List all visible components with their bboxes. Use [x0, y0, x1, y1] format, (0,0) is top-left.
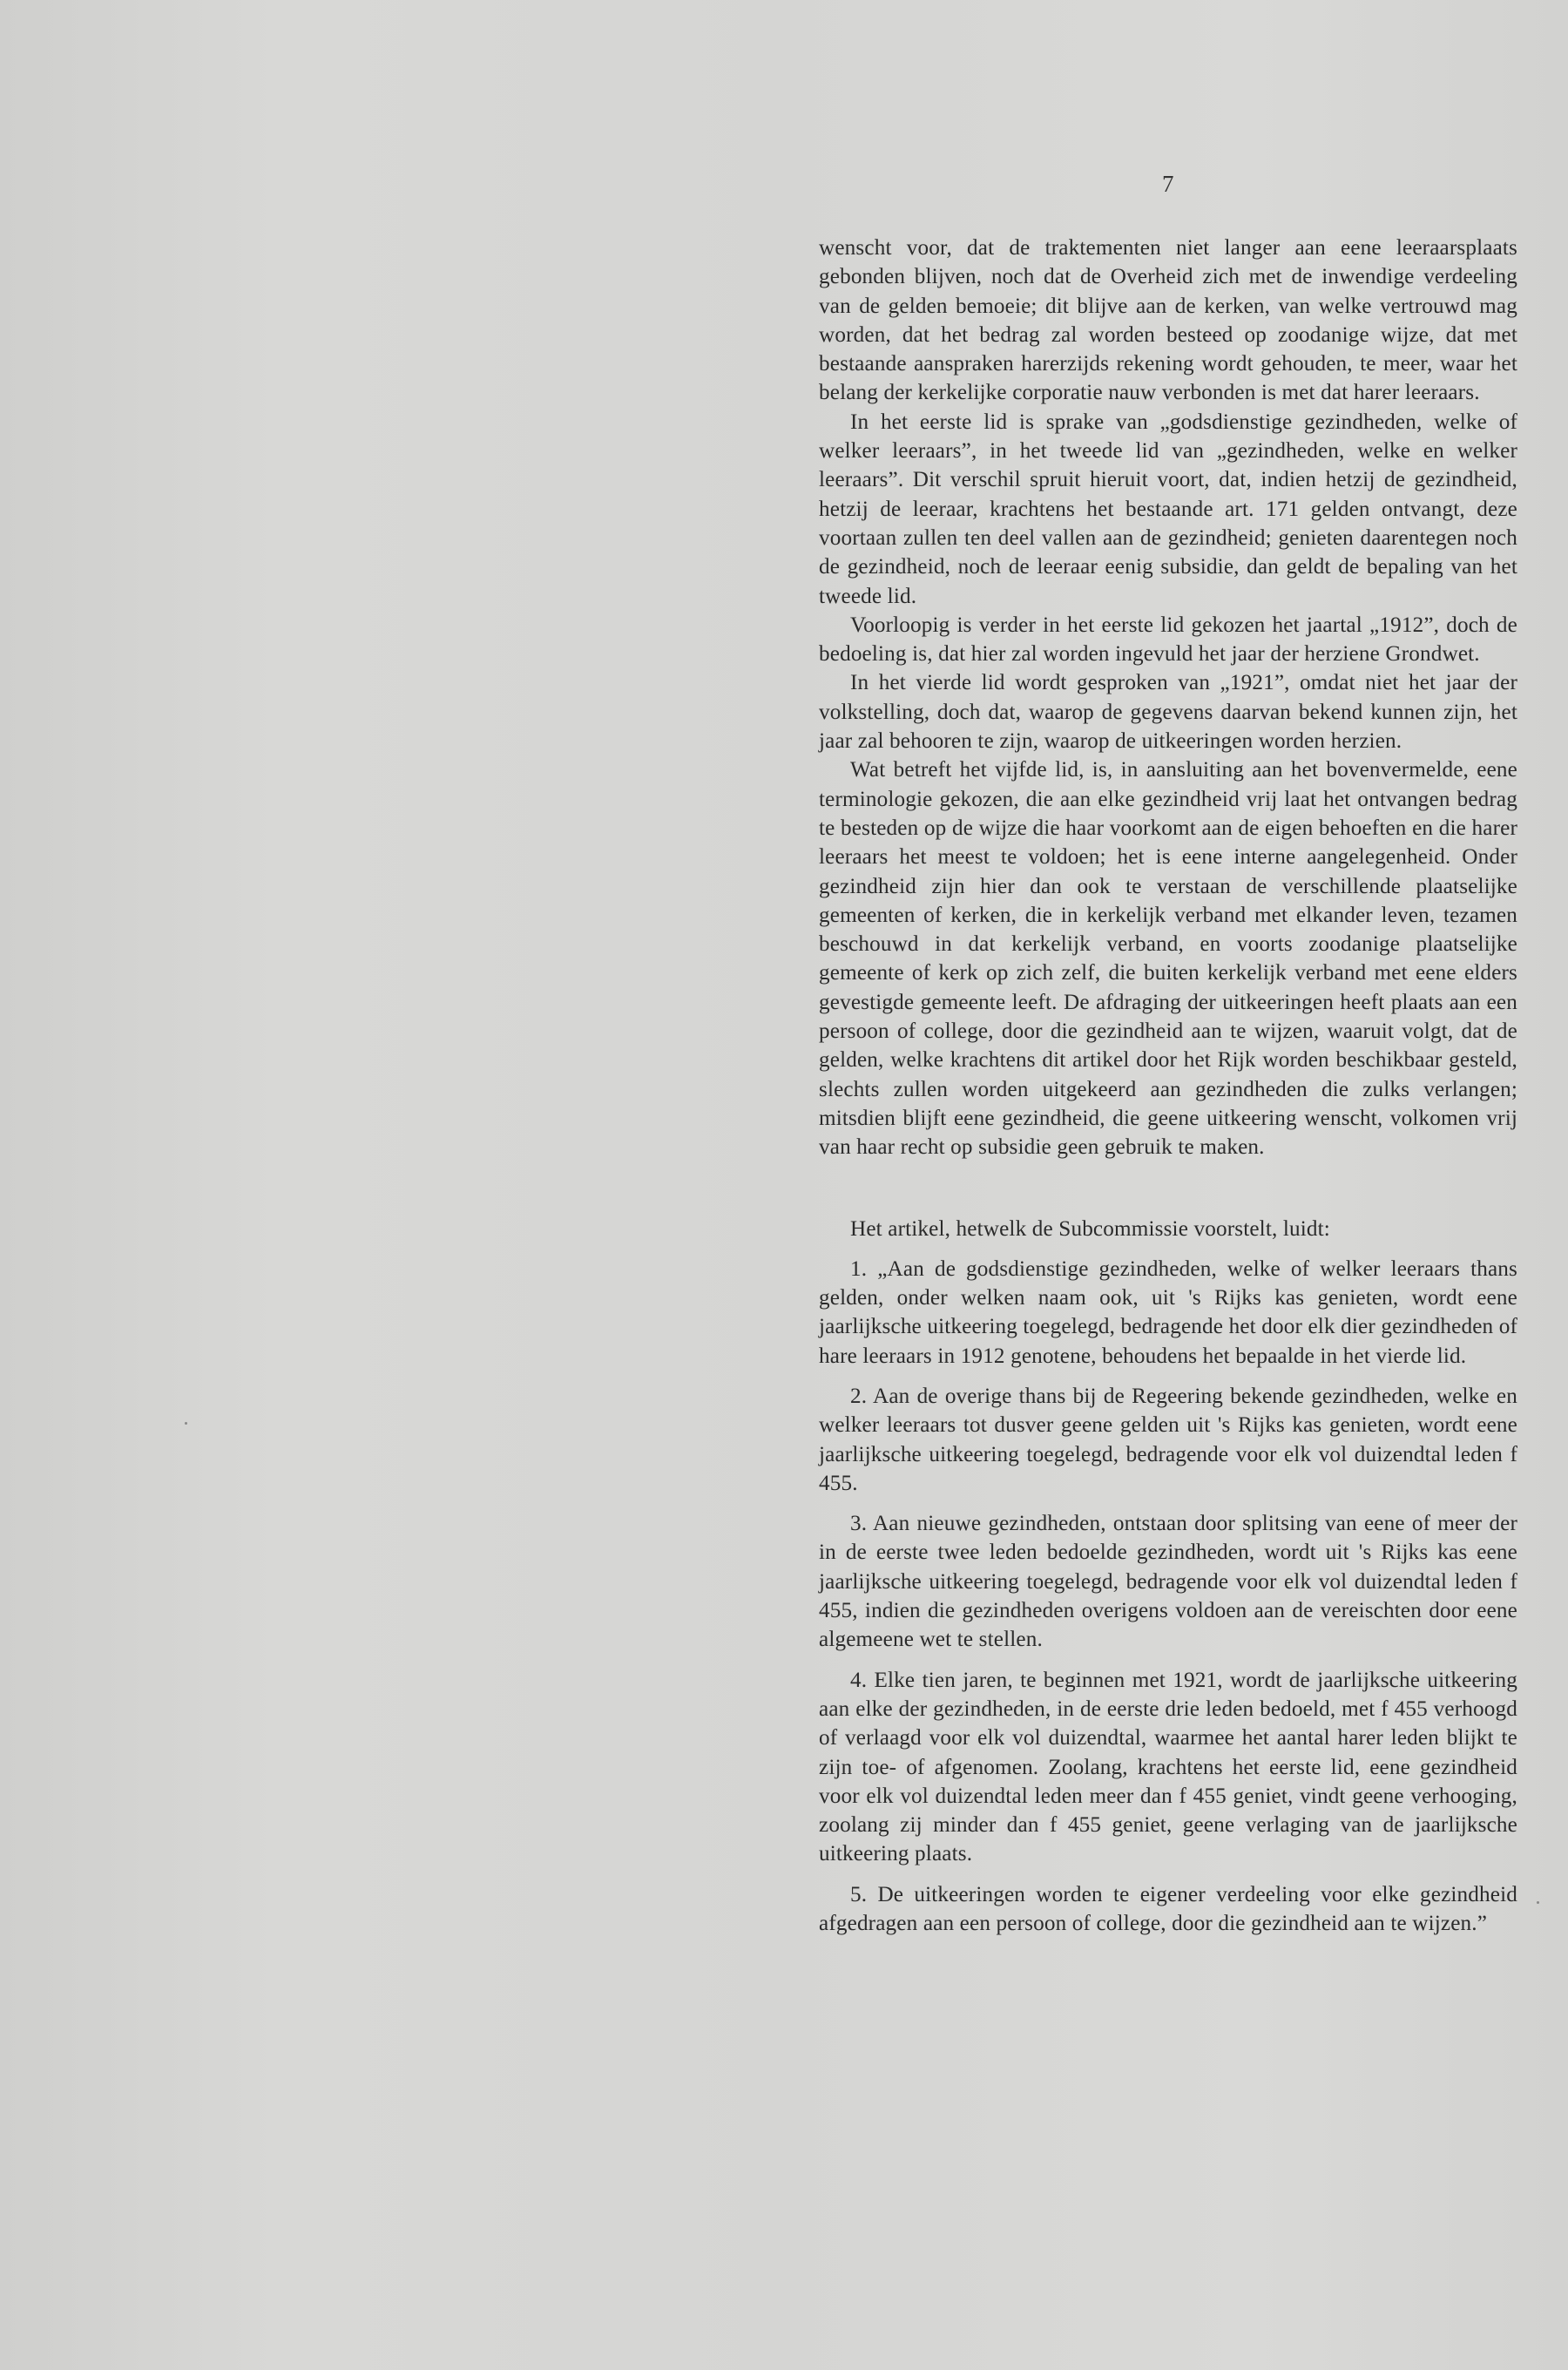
paragraph: Wat betreft het vijfde lid, is, in aansluiting aan het bovenvermelde, eene terminologie gekozen, die aan elke gezindheid vrij laat het ontvangen bedrag te besteden op de wijze die haar voorkomt aan de eigen behoeften en die harer leeraars het meest te voldoen; het is eene interne aangelegenheid. Onder gezindheid zijn hier dan ook te verstaan de verschillende plaatselijke gemeenten of kerken, die in kerkelijk verband met elkander leven, tezamen beschouwd in dat kerkelijk verband, en voorts zoodanige plaatselijke gemeente of kerk op zich zelf, die buiten kerkelijk verband met eene elders gevestigde gemeente leeft. De afdraging der uitkeeringen heeft plaats aan een persoon of college, door die gezindheid aan te wijzen, waaruit volgt, dat de gelden, welke krachtens dit artikel door het Rijk worden beschikbaar gesteld, slechts zullen worden uitgekeerd aan gezindheden die zulks verlangen; mitsdien blijft eene gezindheid, die geene uitkeering wenscht, volkomen vrij van haar recht op subsidie geen gebruik te maken.	[819, 758, 1517, 1160]
paper-speck	[1537, 1901, 1539, 1904]
article-item: 1. „Aan de godsdienstige gezindheden, welke of welker leeraars thans gelden, onder welken naam ook, uit 's Rijks kas genieten, wordt eene jaarlijksche uitkeering toegelegd, bedragende het door elk dier gezindheden of hare leeraars in 1912 genotene, behoudens het bepaalde in het vierde lid.	[819, 1256, 1517, 1368]
paragraph: wenscht voor, dat de traktementen niet langer aan eene leeraarsplaats gebonden blijven, noch dat de Overheid zich met de inwendige verdeeling van de gelden bemoeie; dit blijve aan de kerken, van welke vertrouwd mag worden, dat het bedrag zal worden besteed op zoodanige wijze, dat met bestaande aanspraken harerzijds rekening wordt gehouden, te meer, waar het belang der kerkelijke corporatie nauw verbonden is met dat harer leeraars.	[819, 236, 1517, 405]
paragraph: In het eerste lid is sprake van „godsdienstige gezindheden, welke of welker leeraars”, in het tweede lid van „gezindheden, welke en welker leeraars”. Dit verschil spruit hieruit voort, dat, indien hetzij de gezindheid, hetzij de leeraar, krachtens het bestaande art. 171 gelden ontvangt, deze voortaan zullen ten deel vallen aan de gezindheid; genieten daarentegen noch de gezindheid, noch de leeraar eenig subsidie, dan geldt de bepaling van het tweede lid.	[819, 410, 1517, 608]
paper-speck	[185, 1422, 187, 1425]
text-column	[819, 234, 1517, 1938]
paragraph: In het vierde lid wordt gesproken van „1921”, omdat niet het jaar der volkstelling, doch dat, waarop de gegevens daarvan bekend kunnen zijn, het jaar zal behooren te zijn, waarop de uitkeeringen worden herzien.	[819, 671, 1517, 754]
article-item: 3. Aan nieuwe gezindheden, ontstaan door splitsing van eene of meer der in de eerste twee leden bedoelde gezindheden, wordt uit 's Rijks kas eene jaarlijksche uitkeering toegelegd, bedragende voor elk vol duizendtal leden f 455, indien die gezindheden overigens voldoen aan de vereischten door eene algemeene wet te stellen.	[819, 1512, 1517, 1652]
paragraph: Voorloopig is verder in het eerste lid gekozen het jaartal „1912”, doch de bedoeling is, dat hier zal worden ingevuld het jaar der herziene Grondwet.	[819, 613, 1517, 667]
article-item: 5. De uitkeeringen worden te eigener verdeeling voor elke gezindheid afgedragen aan een persoon of college, door die gezindheid aan te wijzen.”	[819, 1882, 1517, 1936]
article-intro: Het artikel, hetwelk de Subcommissie voorstelt, luidt:	[850, 1216, 1330, 1241]
article-item: 2. Aan de overige thans bij de Regeering bekende gezindheden, welke en welker leeraars tot dusver geene gelden uit 's Rijks kas genieten, wordt eene jaarlijksche uitkeering toegelegd, bedragende voor elk vol duizendtal leden f 455.	[819, 1384, 1517, 1495]
article-item: 4. Elke tien jaren, te beginnen met 1921, wordt de jaarlijksche uitkeering aan elke der gezindheden, in de eerste drie leden bedoeld, met f 455 verhoogd of verlaagd voor elk vol duizendtal, waarmee het aantal harer leden blijkt te zijn toe- of afgenomen. Zoolang, krachtens het eerste lid, eene gezindheid voor elk vol duizendtal leden meer dan f 455 geniet, vindt geene verhooging, zoolang zij minder dan f 455 geniet, geene verlaging van de jaarlijksche uitkeering plaats.	[819, 1668, 1517, 1866]
page-number: 7	[1162, 171, 1174, 197]
